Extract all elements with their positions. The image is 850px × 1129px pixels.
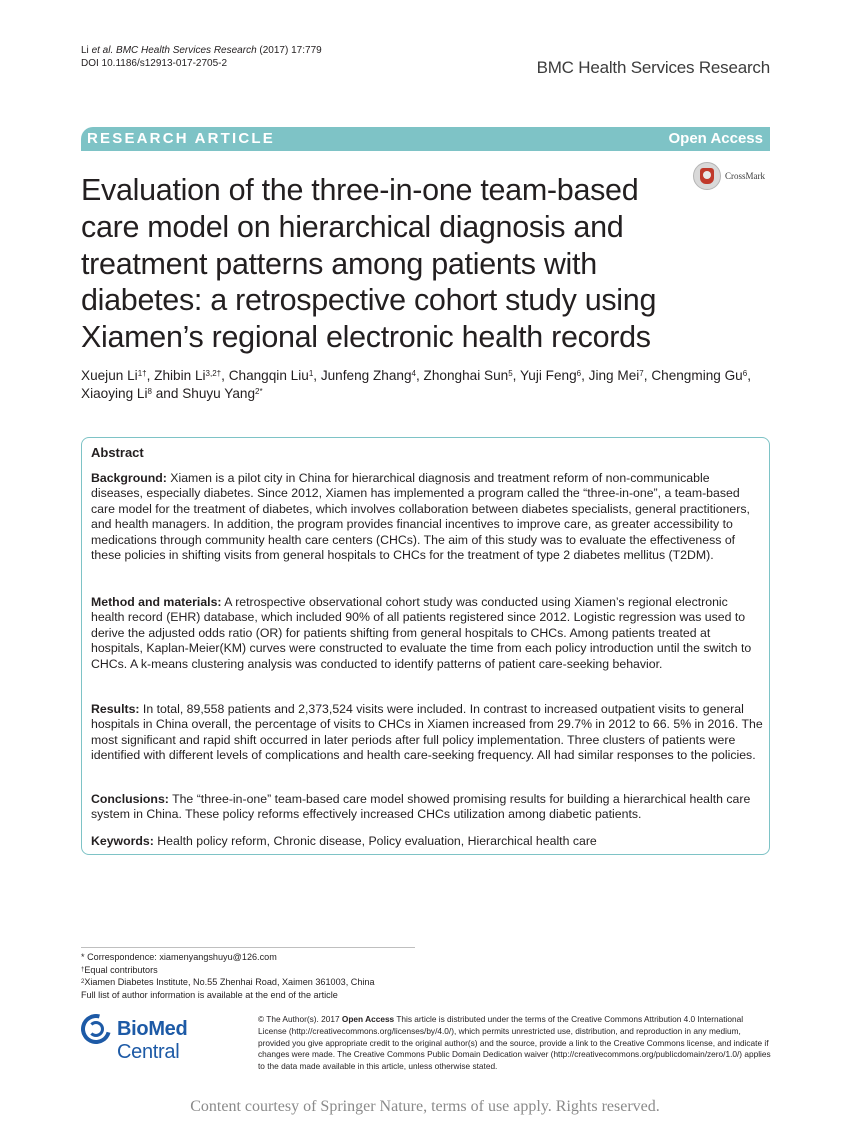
author[interactable]: Changqin Liu$^1$ (228, 368, 314, 383)
abstract-methods: Method and materials: A retrospective observational cohort study was conducted using Xiamen’s regional electronic health record (EHR) database, which included 90% of all patients registered since 2012. Logistic regression was used to derive the adjusted odds ratio (OR) for patients shifting from general hospitals to CHCs. Among patients treated at hospitals, Kaplan-Meier(KM) curves were constructed to evaluate the time from each policy introduction until the switch to CHCs. A k-means clustering analysis was conducted to identify patterns of patient care-seeking behavior. (91, 595, 752, 671)
author[interactable]: Chengming Gu$^6$ (651, 368, 748, 383)
license-text: © The Author(s). 2017 Open Access This article is distributed under the terms of the Creative Commons Attribution 4.0 International License (http://creativecommons.org/licenses/by/4.0/), which permits unrestricted use, distribution, and reproduction in any medium, provided you give appropriate credit to the original author(s) and the source, provide a link to the Creative Commons license, and indicate if changes were made. The Creative Commons Public Domain Dedication waiver (http://creativecommons.org/publicdomain/zero/1.0/) applies to the data made available in this article, unless otherwise stated. (258, 1014, 771, 1072)
citation-volume: (2017) 17:779 (256, 45, 322, 56)
abstract-keywords: Keywords: Health policy reform, Chronic disease, Policy evaluation, Hierarchical health care (91, 834, 597, 848)
author[interactable]: Shuyu Yang$^{2*}$ (182, 386, 263, 401)
crossmark-badge[interactable] (693, 162, 783, 192)
author-list: Xuejun $Li^{1\dagger}$, Zhibin $Li^{3,2\dagger}$, Changqin Liu$^1$, Junfeng Zhang$^4$, Zhonghai Sun$^5$, Yuji Feng$^6$, Jing Mei$^7$, Chengming Gu$^6$, Xiaoying Li$^8$ and Shuyu Yang$^{2*}$ (81, 368, 751, 401)
biomed-central-logo[interactable] (81, 1014, 251, 1063)
crossmark-label: CrossMark (725, 171, 765, 181)
full-author-info: Full list of author information is available at the end of the article (81, 989, 338, 1000)
author[interactable]: Xiaoying Li$^8$ (81, 386, 152, 401)
citation-authors: Li (81, 45, 92, 56)
abstract-background: Background: Xiamen is a pilot city in China for hierarchical diagnosis and treatment reform of non-communicable diseases, especially diabetes. Since 2012, Xiamen has implemented a program called the “three-in-one”, a team-based care model for the treatment of diabetes, which involves collaboration between diabetes specialists, general practitioners, and health managers. In addition, the program provides financial incentives to improve care, as greater accessibility to medications through community health care centers (CHCs). The aim of this study was to evaluate the effectiveness of these policies in shifting visits from general hospitals to CHCs for the treatment of type 2 diabetes mellitus (T2DM). (91, 471, 750, 563)
biomed-logo-text: BioMed Central (117, 1018, 188, 1063)
article-type-banner (81, 127, 770, 151)
author[interactable]: Zhibin $Li^{3,2\dagger}$ (154, 368, 222, 383)
article-type: RESEARCH ARTICLE (87, 130, 275, 147)
journal-name[interactable]: BMC Health Services Research (536, 58, 770, 77)
author[interactable]: Zhonghai Sun$^5$ (423, 368, 513, 383)
footnote-divider (81, 947, 415, 948)
citation-journal: et al. BMC Health Services Research (91, 45, 257, 56)
citation (81, 44, 322, 70)
abstract-results: Results: In total, 89,558 patients and 2,373,524 visits were included. In contrast to increased outpatient visits to general hospitals in China overall, the percentage of visits to CHCs in Xiamen increased from 29.7% in 2012 to 66. 5% in 2016. The most significant and rapid shift occurred in later periods after full policy implementation. Three clusters of patients were identified with different levels of complications and health care-seeking frequency. All had similar responses to the policies. (91, 702, 763, 763)
article-title: Evaluation of the three-in-one team-based care model on hierarchical diagnosis and treatment patterns among patients with diabetes: a retrospective cohort study using Xiamen’s regional electronic health records (81, 173, 657, 355)
affiliation: $^2$Xiamen Diabetes Institute, No.55 Zhenhai Road, Xaimen 361003, China (81, 977, 375, 988)
footnotes (81, 951, 441, 1001)
author[interactable]: Jing Mei$^7$ (588, 368, 644, 383)
open-access-label: Open Access (668, 130, 763, 147)
doi[interactable]: DOI 10.1186/s12913-017-2705-2 (81, 58, 228, 69)
abstract-conclusions: Conclusions: The “three-in-one” team-based care model showed promising results for building a hierarchical health care system in China. These policy reforms effectively increased CHCs utilization among diabetic patients. (91, 792, 751, 822)
citation-line (81, 44, 322, 57)
author[interactable]: Yuji Feng$^6$ (519, 368, 582, 383)
author[interactable]: Junfeng Zhang$^4$ (320, 368, 416, 383)
abstract-heading: Abstract (91, 445, 144, 460)
author[interactable]: Xuejun $Li^{1\dagger}$ (81, 368, 147, 383)
correspondence[interactable]: * Correspondence: xiamenyangshuyu@126.com (81, 952, 277, 962)
courtesy-notice: Content courtesy of Springer Nature, terms of use apply. Rights reserved. (190, 1098, 660, 1115)
equal-contributors: †Equal contributors (81, 964, 158, 975)
